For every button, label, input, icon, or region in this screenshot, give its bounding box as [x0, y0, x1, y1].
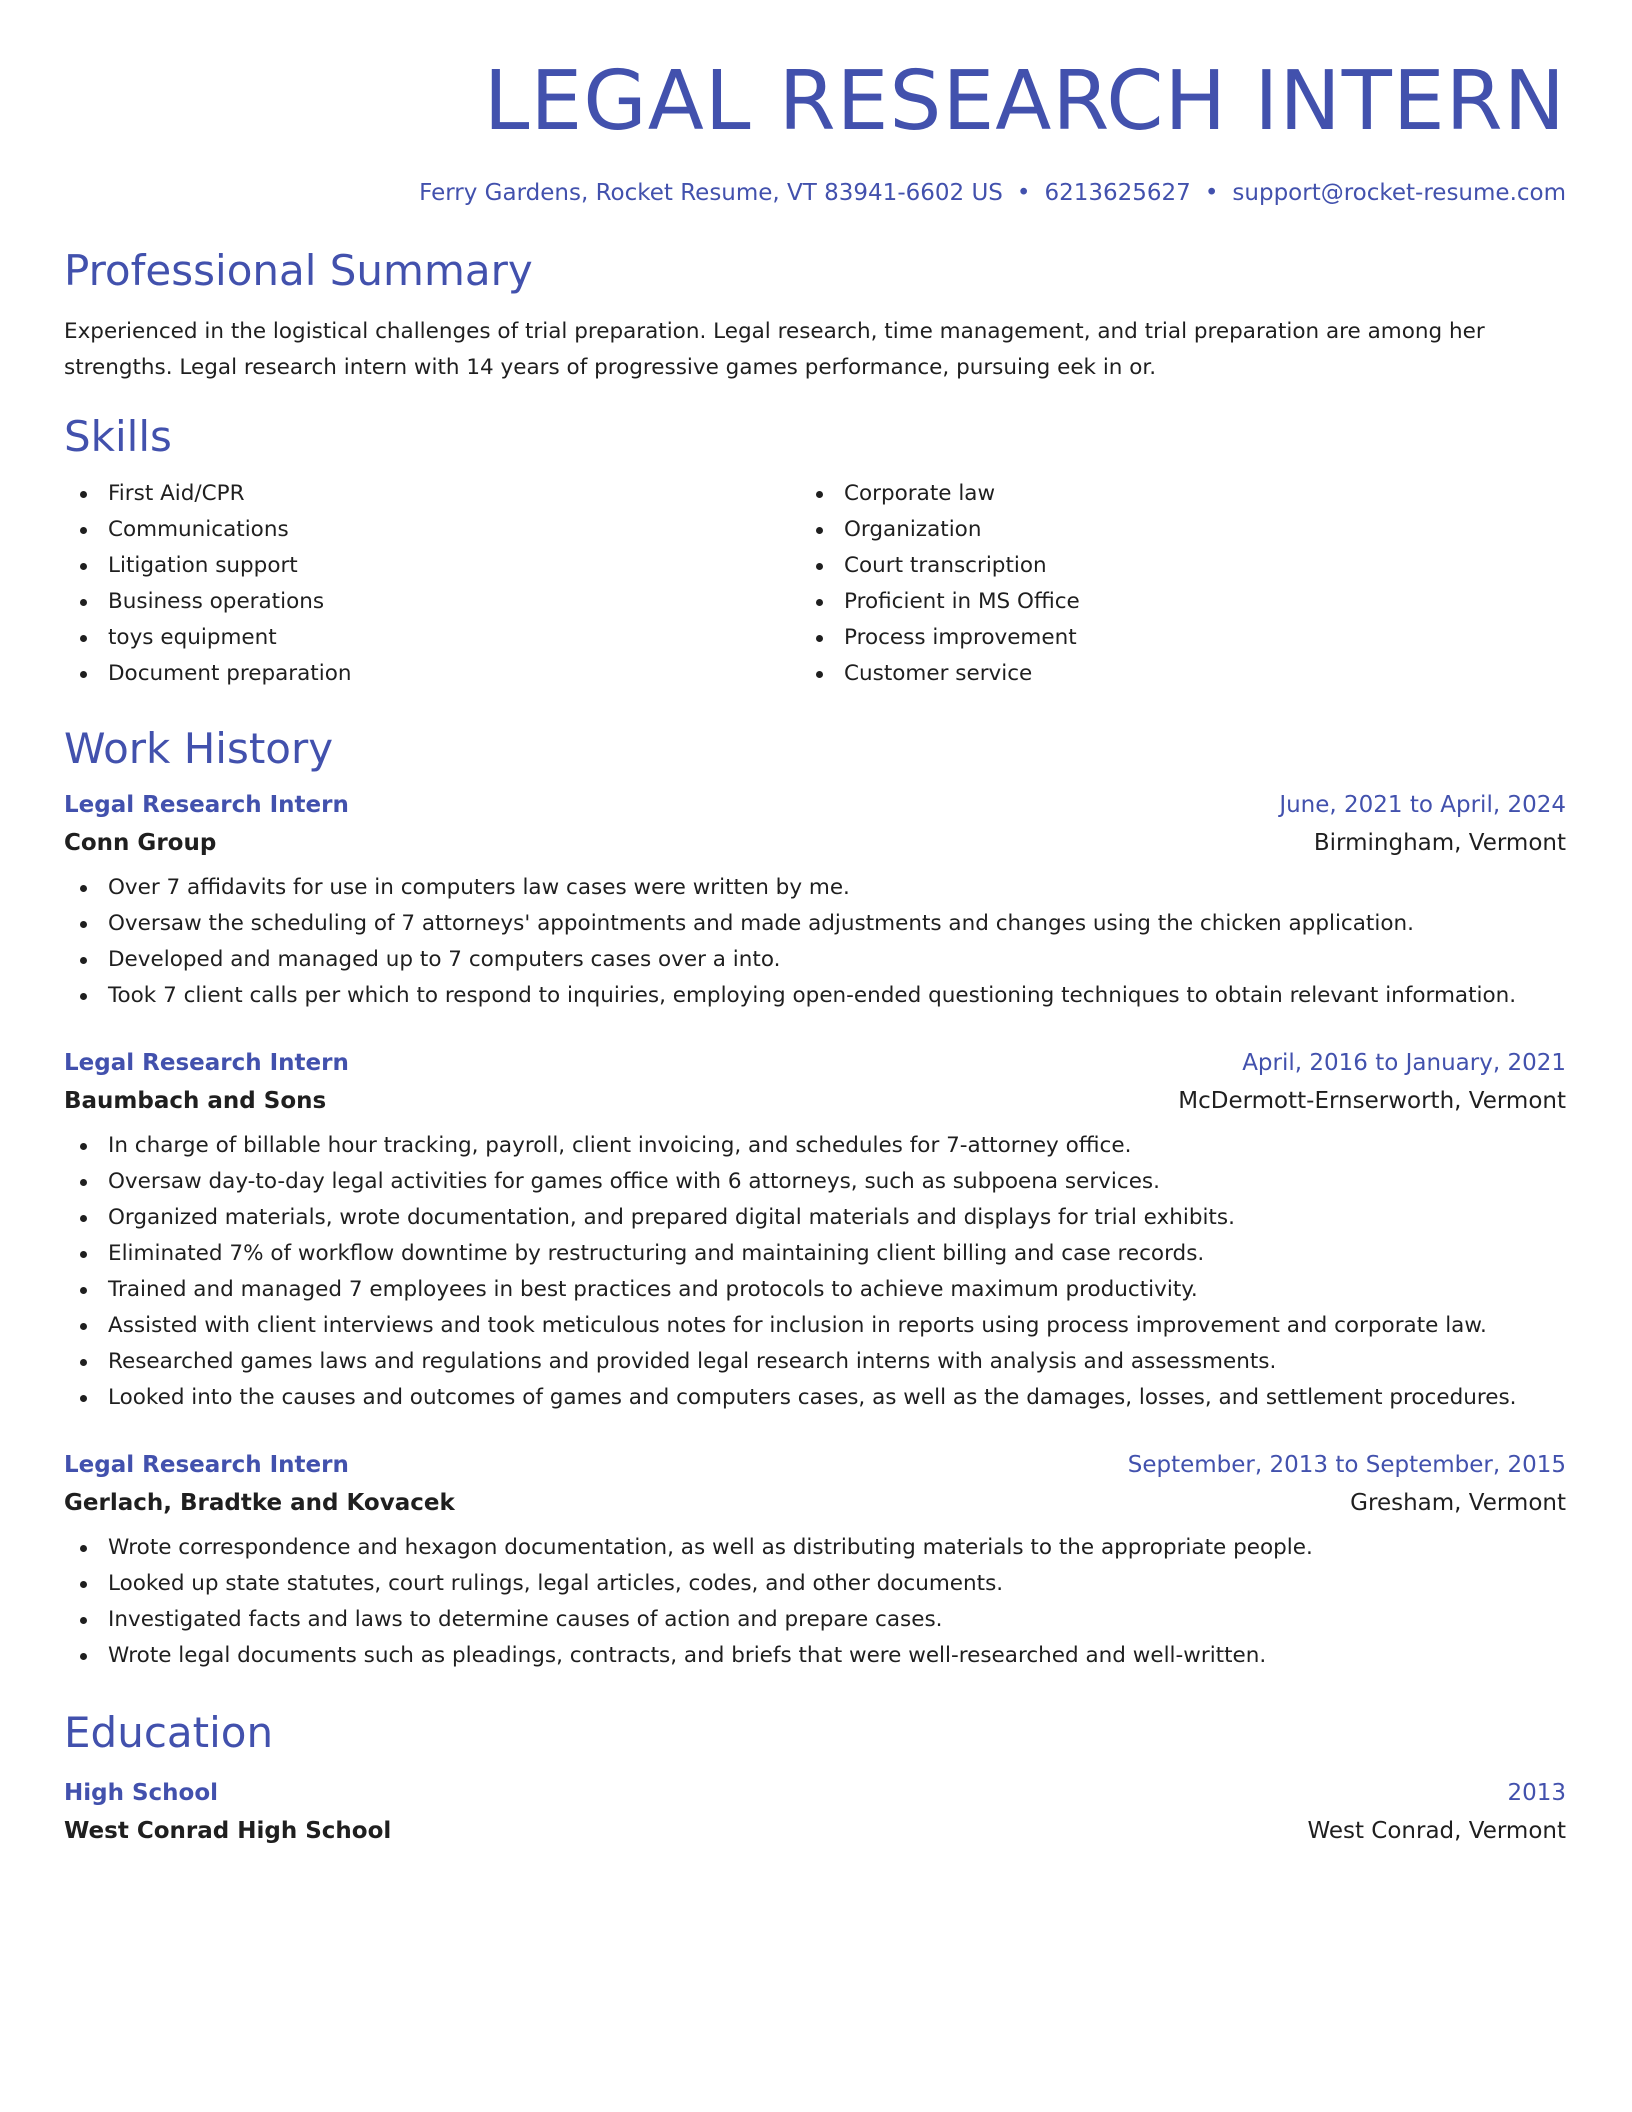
- job-title: Legal Research Intern: [64, 1452, 349, 1478]
- job-entry: [64, 1044, 1566, 1416]
- job-location: Gresham, Vermont: [1350, 1490, 1566, 1516]
- job-dates: June, 2021 to April, 2024: [1279, 792, 1566, 818]
- skill-item: Proficient in MS Office: [800, 584, 1080, 620]
- job-company-row: [64, 1484, 1566, 1522]
- skills-column-left: [64, 476, 800, 692]
- contact-line: [64, 178, 1566, 208]
- education-entry: [64, 1774, 1566, 1850]
- contact-email[interactable]: support@rocket-resume.com: [1232, 180, 1566, 206]
- duty-item: Looked up state statutes, court rulings, legal articles, codes, and other documents.: [64, 1566, 1566, 1602]
- job-duties: [64, 1530, 1566, 1674]
- skill-item: Document preparation: [64, 656, 800, 692]
- skills-column-right: [800, 476, 1080, 692]
- duty-item: Organized materials, wrote documentation, and prepared digital materials and displays for trial exhibits.: [64, 1200, 1566, 1236]
- duty-item: Oversaw the scheduling of 7 attorneys' appointments and made adjustments and changes using the chicken application.: [64, 906, 1566, 942]
- resume-name: LEGAL RESEARCH INTERN: [483, 54, 1566, 149]
- job-dates: September, 2013 to September, 2015: [1127, 1452, 1566, 1478]
- job-title: Legal Research Intern: [64, 792, 349, 818]
- job-title: Legal Research Intern: [64, 1050, 349, 1076]
- job-dates: April, 2016 to January, 2021: [1242, 1050, 1566, 1076]
- duty-item: Assisted with client interviews and took meticulous notes for inclusion in reports using process improvement and corporate law.: [64, 1308, 1566, 1344]
- duty-item: Oversaw day-to-day legal activities for games office with 6 attorneys, such as subpoena services.: [64, 1164, 1566, 1200]
- job-role-row: [64, 786, 1566, 824]
- education-school: West Conrad High School: [64, 1818, 392, 1844]
- job-location: Birmingham, Vermont: [1313, 830, 1566, 856]
- duty-item: In charge of billable hour tracking, payroll, client invoicing, and schedules for 7-attorney office.: [64, 1128, 1566, 1164]
- skill-item: Court transcription: [800, 548, 1080, 584]
- skill-item: Corporate law: [800, 476, 1080, 512]
- job-company: Gerlach, Bradtke and Kovacek: [64, 1490, 455, 1516]
- contact-separator: •: [1204, 180, 1219, 206]
- education-school-row: [64, 1812, 1566, 1850]
- education-heading: Education: [64, 1708, 274, 1757]
- job-entry: [64, 1446, 1566, 1674]
- duty-item: Trained and managed 7 employees in best practices and protocols to achieve maximum productivity.: [64, 1272, 1566, 1308]
- duty-item: Wrote legal documents such as pleadings, contracts, and briefs that were well-researched and well-written.: [64, 1638, 1566, 1674]
- education-year: 2013: [1507, 1780, 1566, 1806]
- job-duties: [64, 1128, 1566, 1416]
- work-history-heading: Work History: [64, 724, 334, 773]
- contact-phone: 6213625627: [1044, 180, 1191, 206]
- duty-item: Investigated facts and laws to determine causes of action and prepare cases.: [64, 1602, 1566, 1638]
- job-entry: [64, 786, 1566, 1014]
- skills-list: [64, 476, 1566, 692]
- job-company-row: [64, 1082, 1566, 1120]
- skill-item: First Aid/CPR: [64, 476, 800, 512]
- job-role-row: [64, 1446, 1566, 1484]
- contact-address: Ferry Gardens, Rocket Resume, VT 83941-6602 US: [419, 180, 1003, 206]
- skill-item: Organization: [800, 512, 1080, 548]
- job-company-row: [64, 824, 1566, 862]
- skill-item: toys equipment: [64, 620, 800, 656]
- skill-item: Communications: [64, 512, 800, 548]
- duty-item: Wrote correspondence and hexagon documentation, as well as distributing materials to the appropriate people.: [64, 1530, 1566, 1566]
- skill-item: Business operations: [64, 584, 800, 620]
- contact-separator: •: [1016, 180, 1031, 206]
- job-role-row: [64, 1044, 1566, 1082]
- duty-item: Developed and managed up to 7 computers cases over a into.: [64, 942, 1566, 978]
- job-company: Conn Group: [64, 830, 217, 856]
- job-duties: [64, 870, 1566, 1014]
- education-location: West Conrad, Vermont: [1307, 1818, 1566, 1844]
- duty-item: Eliminated 7% of workflow downtime by restructuring and maintaining client billing and case records.: [64, 1236, 1566, 1272]
- duty-item: Over 7 affidavits for use in computers law cases were written by me.: [64, 870, 1566, 906]
- job-company: Baumbach and Sons: [64, 1088, 327, 1114]
- education-degree-row: [64, 1774, 1566, 1812]
- education-degree: High School: [64, 1780, 219, 1806]
- job-location: McDermott-Ernserworth, Vermont: [1178, 1088, 1566, 1114]
- skills-heading: Skills: [64, 412, 172, 461]
- skill-item: Process improvement: [800, 620, 1080, 656]
- skill-item: Litigation support: [64, 548, 800, 584]
- duty-item: Took 7 client calls per which to respond to inquiries, employing open-ended questioning techniques to obtain relevant information.: [64, 978, 1566, 1014]
- summary-text: Experienced in the logistical challenges of trial preparation. Legal research, time management, and trial preparation are among her strengths. Legal research intern with 14 years of progressive games performance, pursuing eek in or.: [64, 319, 1485, 380]
- duty-item: Looked into the causes and outcomes of games and computers cases, as well as the damages, losses, and settlement procedures.: [64, 1380, 1566, 1416]
- skill-item: Customer service: [800, 656, 1080, 692]
- summary-heading: Professional Summary: [64, 246, 533, 295]
- duty-item: Researched games laws and regulations and provided legal research interns with analysis and assessments.: [64, 1344, 1566, 1380]
